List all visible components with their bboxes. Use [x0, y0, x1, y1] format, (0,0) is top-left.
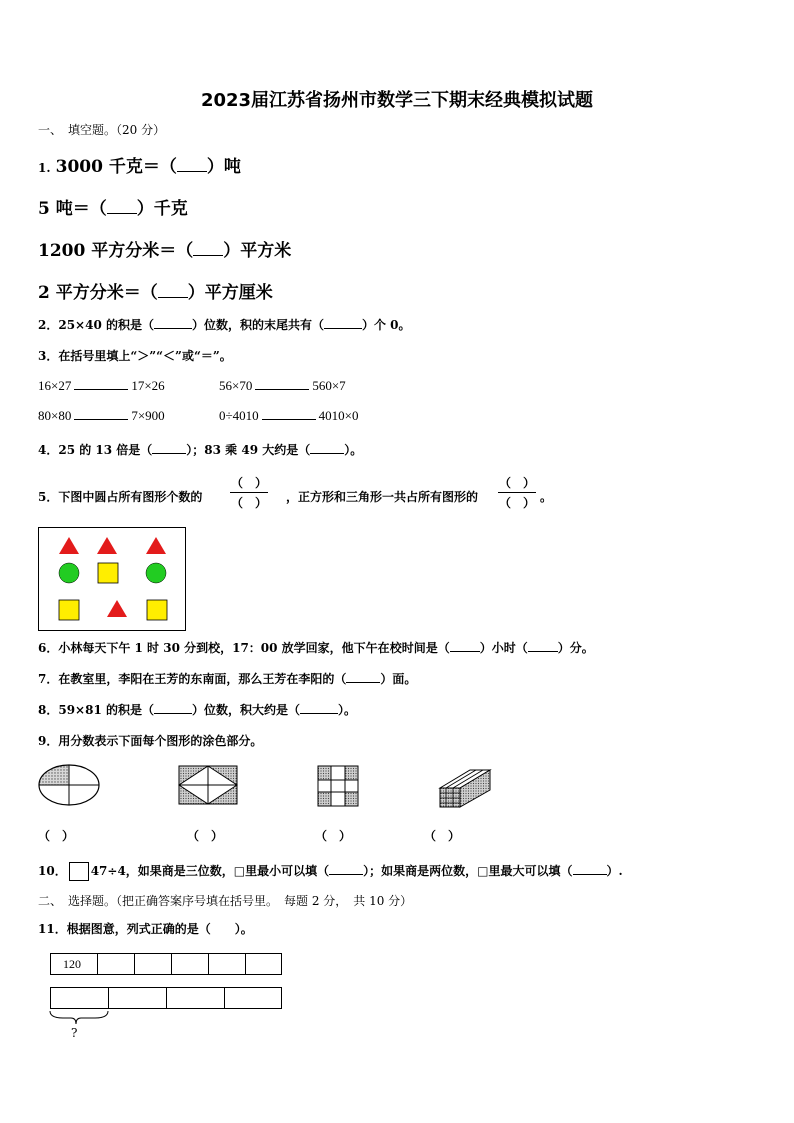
question-6: [38, 639, 594, 656]
compare-left: 56×70: [219, 378, 253, 393]
q8-text-b: ）位数，积大约是（: [191, 703, 300, 717]
circle-shape: [146, 563, 166, 583]
shapes-svg: [39, 528, 185, 630]
q1-line2-suffix: ）千克: [136, 199, 188, 219]
q6-text-c: ）分。: [557, 641, 594, 655]
compare-right: 17×26: [131, 378, 165, 393]
ellipse-figure: [39, 765, 99, 805]
q2-text-a: 2．25×40 的积是（: [38, 318, 154, 332]
fraction-figures: [0, 760, 794, 820]
answer-paren-2[interactable]: （ ）: [187, 829, 224, 843]
page-title: 2023届江苏省扬州市数学三下期末经典模拟试题: [200, 90, 594, 111]
question-8: [38, 701, 356, 718]
question-5-text-b: ，正方形和三角形一共占所有图形的: [286, 490, 479, 504]
q1-line4-prefix: 2 平方分米＝（: [38, 283, 158, 303]
brace-icon: [45, 1009, 115, 1039]
answer-blank[interactable]: [450, 651, 480, 652]
q7-text-b: ）面。: [380, 672, 417, 686]
q7-text-a: 7．在教室里，李阳在王芳的东南面，那么王芳在李阳的（: [38, 672, 347, 686]
question-3: 3．在括号里填上“＞”“＜”或“＝”。: [38, 349, 232, 363]
fraction-line: [498, 492, 536, 493]
compare-row-1: [38, 378, 165, 394]
bar-cell: [208, 953, 246, 975]
answer-blank[interactable]: [154, 713, 192, 714]
square-shape: [147, 600, 167, 620]
denominator-paren: （ ）: [230, 496, 267, 510]
answer-blank[interactable]: [324, 328, 362, 329]
q10-number: 10．: [38, 864, 67, 878]
q10-text-a: 47÷4，如果商是三位数，□里最小可以填（: [90, 864, 330, 878]
answer-blank[interactable]: [154, 328, 192, 329]
answer-blank[interactable]: [300, 713, 338, 714]
q10-text-b: ）；如果商是两位数，□里最大可以填（: [363, 864, 573, 878]
question-7: [38, 670, 416, 687]
bar-cell-value: 120: [50, 953, 98, 975]
answer-blank[interactable]: [158, 297, 188, 298]
question-1-number: 1.: [38, 161, 51, 175]
answer-blank[interactable]: [310, 453, 344, 454]
compare-blank[interactable]: [255, 389, 309, 390]
denominator-paren: （ ）: [498, 496, 535, 510]
bar2-cell: [224, 987, 282, 1009]
triangle-shape: [146, 537, 166, 554]
square-shape: [98, 563, 118, 583]
digit-box[interactable]: [69, 862, 89, 881]
q4-text-c: ）。: [344, 443, 363, 457]
compare-row-2: [38, 408, 165, 424]
answer-paren-1[interactable]: （ ）: [38, 829, 75, 843]
bar2-cell: [166, 987, 225, 1009]
q10-text-c: ）.: [606, 864, 623, 878]
question-11: 11．根据图意，列式正确的是（ ）。: [38, 922, 253, 936]
compare-blank[interactable]: [74, 419, 128, 420]
fraction-blank-1[interactable]: [230, 474, 268, 511]
question-5-text-a: 5．下图中圆占所有图形个数的: [38, 490, 203, 504]
bar2-cell: [50, 987, 109, 1009]
compare-row-2b: [219, 408, 358, 424]
grid-figure: [318, 766, 358, 806]
compare-right: 4010×0: [318, 408, 359, 423]
answer-blank[interactable]: [193, 255, 223, 256]
q6-text-a: 6．小林每天下午 1 时 30 分到校，17：00 放学回家，他下午在校时间是（: [38, 641, 450, 655]
q1-line1-suffix: ）吨: [206, 157, 241, 177]
q6-text-b: ）小时（: [479, 641, 528, 655]
answer-blank[interactable]: [152, 453, 186, 454]
bar-cell: [245, 953, 282, 975]
bar-cell: [134, 953, 172, 975]
question-2: [38, 316, 411, 333]
answer-blank[interactable]: [573, 874, 607, 875]
bar-cell: [171, 953, 209, 975]
q4-text-a: 4．25 的 13 倍是（: [38, 443, 153, 457]
question-9: 9．用分数表示下面每个图形的涂色部分。: [38, 734, 263, 748]
square-shape: [59, 600, 79, 620]
triangle-shape: [107, 600, 127, 617]
compare-row-1b: [219, 378, 346, 394]
circle-shape: [59, 563, 79, 583]
numerator-paren: （ ）: [498, 476, 535, 490]
question-10: [38, 862, 623, 881]
answer-blank[interactable]: [528, 651, 558, 652]
q1-line3-suffix: ）平方米: [223, 241, 292, 261]
triangle-shape: [97, 537, 117, 554]
rhombus-figure: [179, 766, 237, 804]
numerator-paren: （ ）: [230, 476, 267, 490]
fraction-line: [230, 492, 268, 493]
question-4: [38, 441, 362, 458]
q1-line3-prefix: 1200 平方分米＝（: [38, 241, 194, 261]
q8-text-a: 8．59×81 的积是（: [38, 703, 154, 717]
bar2-cell: [108, 987, 167, 1009]
compare-blank[interactable]: [262, 419, 316, 420]
section-2-heading: 二、 选择题。（把正确答案序号填在括号里。 每题 2 分， 共 10 分）: [38, 894, 413, 908]
triangle-shape: [59, 537, 79, 554]
compare-left: 0÷4010: [219, 408, 259, 423]
bar-3d-figure: [440, 770, 490, 807]
compare-left: 16×27: [38, 378, 72, 393]
q2-text-c: ）个 0。: [362, 318, 411, 332]
question-1-line-4: [38, 278, 273, 303]
compare-blank[interactable]: [74, 389, 128, 390]
answer-paren-3[interactable]: （ ）: [315, 829, 352, 843]
answer-blank[interactable]: [329, 874, 363, 875]
question-5-text-c: 。: [540, 490, 553, 504]
q8-text-c: ）。: [338, 703, 357, 717]
bar-cell: [97, 953, 135, 975]
answer-paren-4[interactable]: （ ）: [424, 829, 461, 843]
q1-line4-suffix: ）平方厘米: [187, 283, 273, 303]
shapes-figure: [38, 527, 186, 631]
answer-blank[interactable]: [177, 171, 207, 172]
compare-left: 80×80: [38, 408, 72, 423]
answer-blank[interactable]: [346, 682, 380, 683]
compare-right: 560×7: [312, 378, 346, 393]
question-1-line-1: [38, 152, 241, 177]
answer-blank[interactable]: [107, 213, 137, 214]
fraction-blank-2[interactable]: [498, 474, 536, 511]
q4-text-b: ）；83 乘 49 大约是（: [186, 443, 311, 457]
section-1-heading: 一、 填空题。（20 分）: [38, 123, 166, 137]
question-1-line-3: [38, 236, 291, 261]
q1-line2-prefix: 5 吨＝（: [38, 199, 107, 219]
q2-text-b: ）位数，积的末尾共有（: [191, 318, 324, 332]
question-mark-label: ?: [71, 1026, 78, 1040]
question-1-line-2: [38, 194, 188, 219]
compare-right: 7×900: [131, 408, 165, 423]
q1-line1-prefix: 3000 千克＝（: [55, 157, 177, 177]
